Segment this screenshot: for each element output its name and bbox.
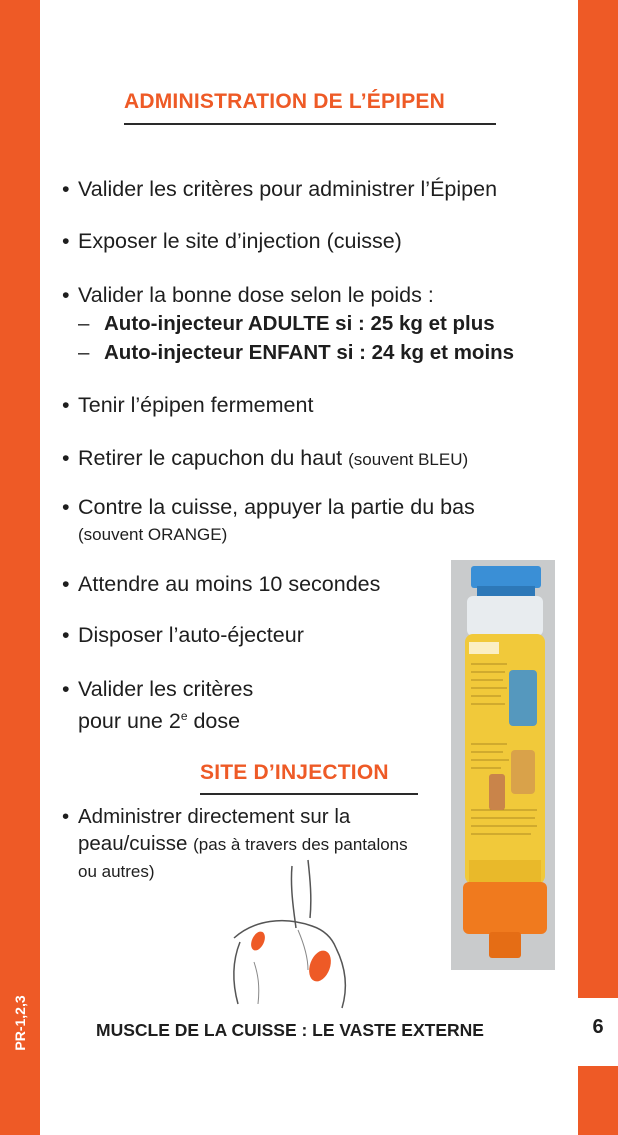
step-validate-criteria: • Valider les critères pour administrer l’Épipen [62,177,498,201]
right-orange-band-top [578,0,618,998]
step-press-thigh: • Contre la cuisse, appuyer la partie du bas (souvent ORANGE) [62,494,475,548]
side-reference-code: PR-1,2,3 [12,995,28,1051]
step-dispose: • Disposer l’auto-éjecteur [62,623,304,647]
site-heading-rule [200,793,418,795]
epipen-orange-tip [463,882,547,934]
step-hold-firmly: • Tenir l’épipen fermement [62,393,314,417]
step-wait-10s: • Attendre au moins 10 secondes [62,572,381,596]
thigh-muscle-caption: MUSCLE DE LA CUISSE : LE VASTE EXTERNE [96,1020,484,1040]
note-blue: (souvent BLEU) [348,450,469,469]
step-second-dose: • Valider les critères pour une 2e dose [62,677,254,734]
right-orange-band-bottom [578,1066,618,1135]
admin-heading: ADMINISTRATION DE L’ÉPIPEN [124,90,445,113]
step-remove-cap: • Retirer le capuchon du haut (souvent BLEU) [62,446,469,470]
left-orange-band [0,0,40,1135]
injection-spot-left [248,929,267,952]
admin-heading-rule [124,123,496,125]
epipen-photo [451,560,555,970]
injection-spot-right [305,948,335,985]
dose-child: – Auto-injecteur ENFANT si : 24 kg et moins [78,341,515,364]
step-expose-site: • Exposer le site d’injection (cuisse) [62,229,402,253]
site-instruction: • Administrer directement sur la peau/cuisse (pas à travers des pantalons ou autres) [62,805,408,881]
dose-adult: – Auto-injecteur ADULTE si : 25 kg et plus [78,312,495,335]
site-heading: SITE D’INJECTION [200,761,389,784]
thigh-illustration [224,858,364,1010]
note-orange: (souvent ORANGE) [78,525,228,544]
page-number: 6 [592,1016,604,1038]
step-validate-dose: • Valider la bonne dose selon le poids : [62,283,434,307]
epipen-blue-cap [471,566,541,588]
